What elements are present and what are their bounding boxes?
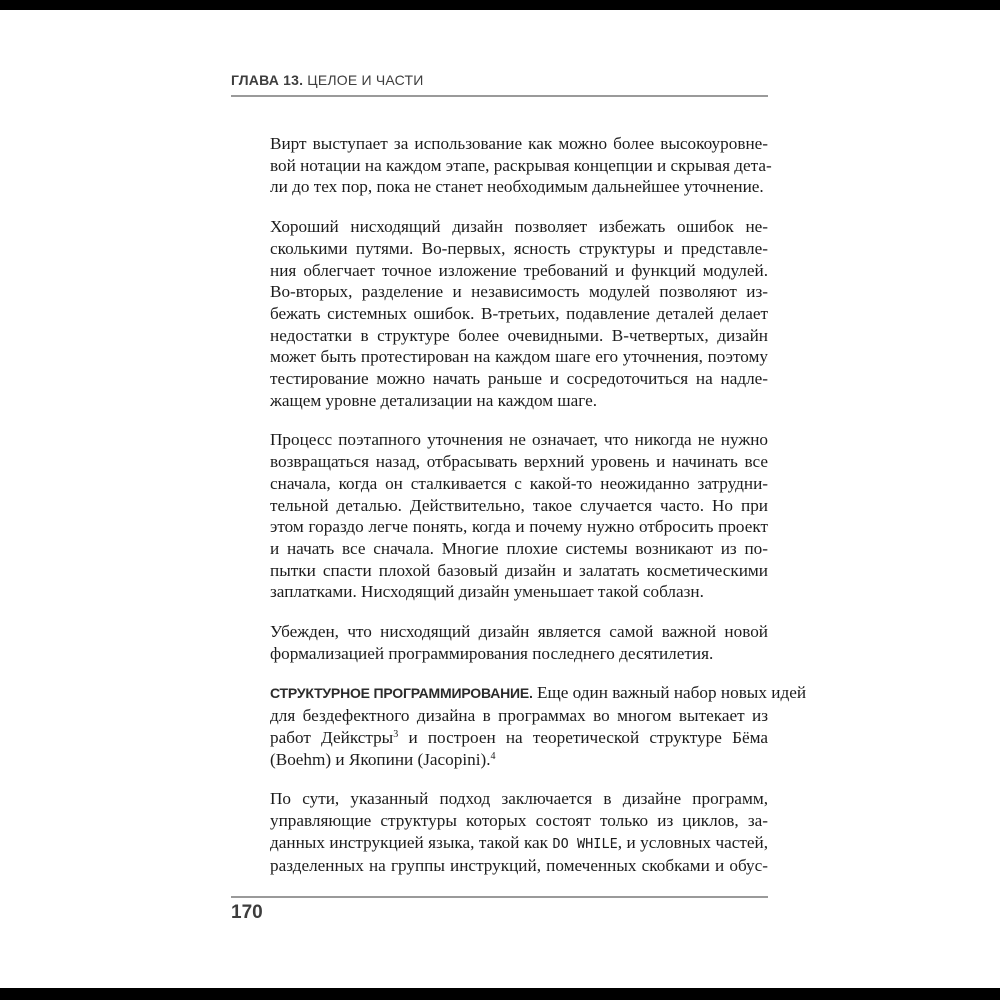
- text-line: [270, 749, 768, 771]
- footnote-ref-4[interactable]: 4: [490, 750, 496, 762]
- text-line: Процесс поэтапного уточнения не означает, что никогда не нужно: [270, 430, 768, 450]
- footer-rule: [231, 896, 768, 898]
- text-line: формализацией программирования последнего десятилетия.: [270, 643, 714, 663]
- text-line: тельной деталью. Действительно, такое случается часто. Но при: [270, 495, 768, 515]
- paragraph-5: [270, 682, 807, 770]
- paragraph-3: [270, 429, 768, 603]
- text-line: тестирование можно начать раньше и сосредоточиться на надле-: [270, 369, 768, 389]
- text-line: сначала, когда он сталкивается с какой-то неожиданно затрудни-: [270, 473, 768, 493]
- footnote-ref-3[interactable]: 3: [393, 728, 399, 740]
- paragraph-2: [270, 216, 768, 411]
- section-runin-heading: СТРУКТУРНОЕ ПРОГРАММИРОВАНИЕ.: [270, 685, 533, 702]
- text-run: и построен на теоретической структуре Бёма: [398, 727, 768, 747]
- text-line: и начать все сначала. Многие плохие системы возникают из по-: [270, 538, 768, 558]
- code-keyword: DO WHILE: [552, 835, 618, 852]
- chapter-label: ГЛАВА 13.: [231, 72, 304, 88]
- text-line: [270, 832, 768, 856]
- text-line: По сути, указанный подход заключается в дизайне программ,: [270, 789, 768, 809]
- text-line: жащем уровне детализации на каждом шаге.: [270, 390, 598, 410]
- text-line: заплатками. Нисходящий дизайн уменьшает такой соблазн.: [270, 582, 704, 602]
- text-line: Убежден, что нисходящий дизайн является самой важной новой: [270, 622, 768, 642]
- text-line: этом гораздо легче понять, когда и почему нужно отбросить проект: [270, 517, 768, 537]
- text-line: бежать системных ошибок. В-третьих, подавление деталей делает: [270, 303, 768, 323]
- text-line: разделенных на группы инструкций, помеченных скобками и обус-: [270, 856, 768, 876]
- text-run: (Boehm) и Якопини (Jacopini).: [270, 749, 491, 769]
- text-line: пытки спасти плохой базовый дизайн и залатать косметическими: [270, 560, 768, 580]
- running-header: [231, 72, 768, 96]
- text-line: Во-вторых, разделение и независимость модулей позволяют из-: [270, 282, 768, 302]
- text-line: [270, 682, 807, 705]
- top-border: [0, 0, 1000, 10]
- text-run: работ Дейкстры: [270, 727, 394, 747]
- text-run: данных инструкцией языка, такой как: [270, 832, 553, 852]
- text-line: для бездефектного дизайна в программах во многом вытекает из: [270, 706, 768, 726]
- text-line: может быть протестирован на каждом шаге его уточнения, поэтому: [270, 347, 768, 367]
- paragraph-4: [270, 621, 768, 664]
- text-line: [270, 727, 768, 749]
- page-number: 170: [231, 902, 263, 923]
- text-line: управляющие структуры которых состоят только из циклов, за-: [270, 810, 768, 830]
- text-run: , и условных частей,: [617, 832, 768, 852]
- text-line: вой нотации на каждом этапе, раскрывая концепции и скрывая дета-: [270, 155, 772, 175]
- page-body: [270, 133, 807, 895]
- text-line: сколькими путями. Во-первых, ясность структуры и представле-: [270, 238, 768, 258]
- text-line: ния облегчает точное изложение требований и функций модулей.: [270, 260, 768, 280]
- text-line: Хороший нисходящий дизайн позволяет избежать ошибок не-: [270, 217, 768, 237]
- text-line: Вирт выступает за использование как можно более высокоуровне-: [270, 134, 768, 153]
- bottom-border: [0, 988, 1000, 1000]
- chapter-title: ЦЕЛОЕ И ЧАСТИ: [307, 72, 424, 88]
- text-line: ли до тех пор, пока не станет необходимым дальнейшее уточнение.: [270, 177, 764, 197]
- paragraph-6: [270, 788, 768, 877]
- paragraph-1: [270, 133, 772, 198]
- text-run: Еще один важный набор новых идей: [532, 683, 807, 703]
- header-rule: [231, 95, 768, 97]
- text-line: недостатки в структуре более очевидными. В-четвертых, дизайн: [270, 325, 768, 345]
- text-line: возвращаться назад, отбрасывать верхний уровень и начинать все: [270, 452, 768, 472]
